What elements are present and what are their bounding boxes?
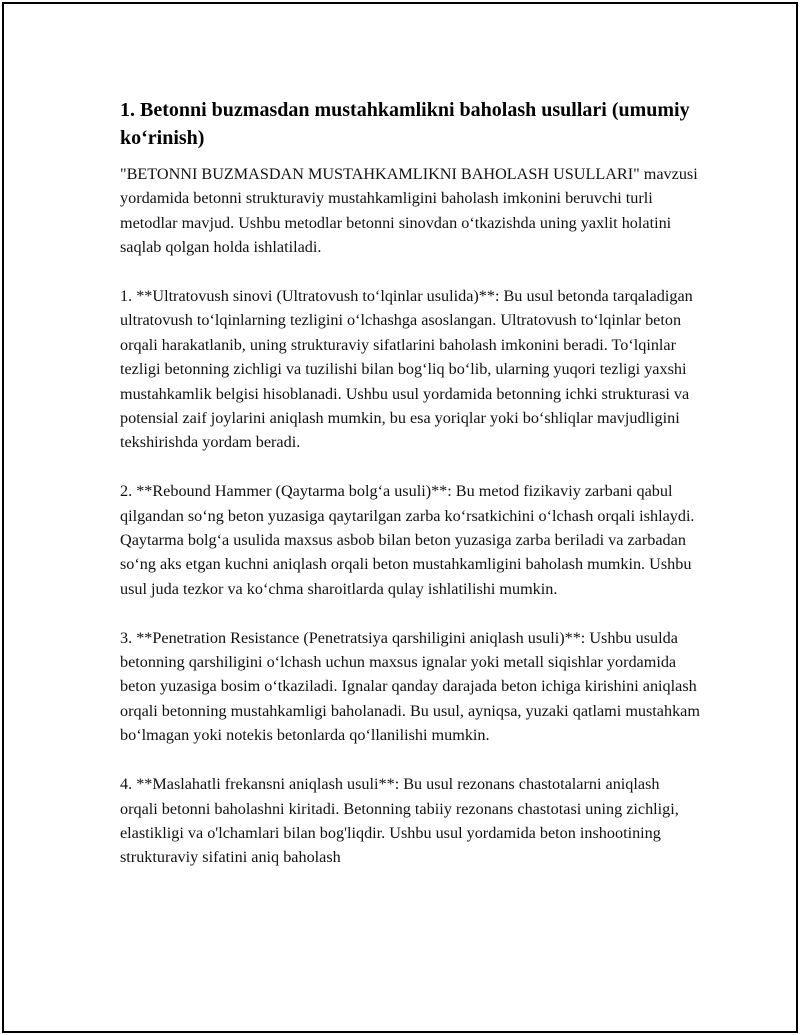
document-page	[2, 2, 798, 1033]
document-body	[120, 96, 700, 870]
method-penetration-paragraph: 3. **Penetration Resistance (Penetratsiya qarshiligini aniqlash usuli)**: Ushbu usulda betonning qarshiligini o‘lchash uchun maxsus ignalar yoki metall siqishlar yordamida beton yuzasiga bosim o‘tkaziladi. Ignalar qanday darajada beton ichiga kirishini aniqlash orqali betonning mustahkamligi baholanadi. Bu usul, ayniqsa, yuzaki qatlami mustahkam bo‘lmagan yoki notekis betonlarda qo‘llanilishi mumkin.	[120, 628, 700, 745]
intro-paragraph: "BETONNI BUZMASDAN MUSTAHKAMLIKNI BAHOLASH USULLARI" mavzusi yordamida betonni strukturaviy mustahkamligini baholash imkonini beruvchi turli metodlar mavjud. Ushbu metodlar betonni sinovdan o‘tkazishda uning yaxlit holatini saqlab qolgan holda ishlatiladi.	[120, 165, 698, 257]
method-resonance-frequency-paragraph: 4. **Maslahatli frekansni aniqlash usuli**: Bu usul rezonans chastotalarni aniqlash orqali betonni baholashni kiritadi. Betonning tabiiy rezonans chastotasi uning zichligi, elastikligi va o'lchamlari bilan bog'liqdir. Ushbu usul yordamida beton inshootining strukturaviy sifatini aniq baholash	[120, 775, 679, 867]
method-rebound-hammer-paragraph: 2. **Rebound Hammer (Qaytarma bolg‘a usuli)**: Bu metod fizikaviy zarbani qabul qilgandan so‘ng beton yuzasiga qaytarilgan zarba ko‘rsatkichini o‘lchash orqali ishlaydi. Qaytarma bolg‘a usulida maxsus asbob bilan beton yuzasiga zarba beriladi va zarbadan so‘ng aks etgan kuchni aniqlash orqali beton mustahkamligini baholash mumkin. Ushbu usul juda tezkor va ko‘chma sharoitlarda qulay ishlatilishi mumkin.	[120, 482, 695, 598]
method-ultrasound-paragraph: 1. **Ultratovush sinovi (Ultratovush to‘lqinlar usulida)**: Bu usul betonda tarqaladigan ultratovush to‘lqinlarning tezligini o‘lchashga asoslangan. Ultratovush to‘lqinlar beton orqali harakatlanib, uning strukturaviy sifatlarini baholash imkonini beradi. To‘lqinlar tezligi betonning zichligi va tuzilishi bilan bog‘liq bo‘lib, ularning yuqori tezligi yaxshi mustahkamlik belgisi hisoblanadi. Ushbu usul yordamida betonning ichki strukturasi va potensial zaif joylarini aniqlash mumkin, bu esa yoriqlar yoki bo‘shliqlar mavjudligini tekshirishda yordam beradi.	[120, 287, 693, 452]
section-heading: 1. Betonni buzmasdan mustahkamlikni baholash usullari (umumiy ko‘rinish)	[120, 99, 690, 149]
